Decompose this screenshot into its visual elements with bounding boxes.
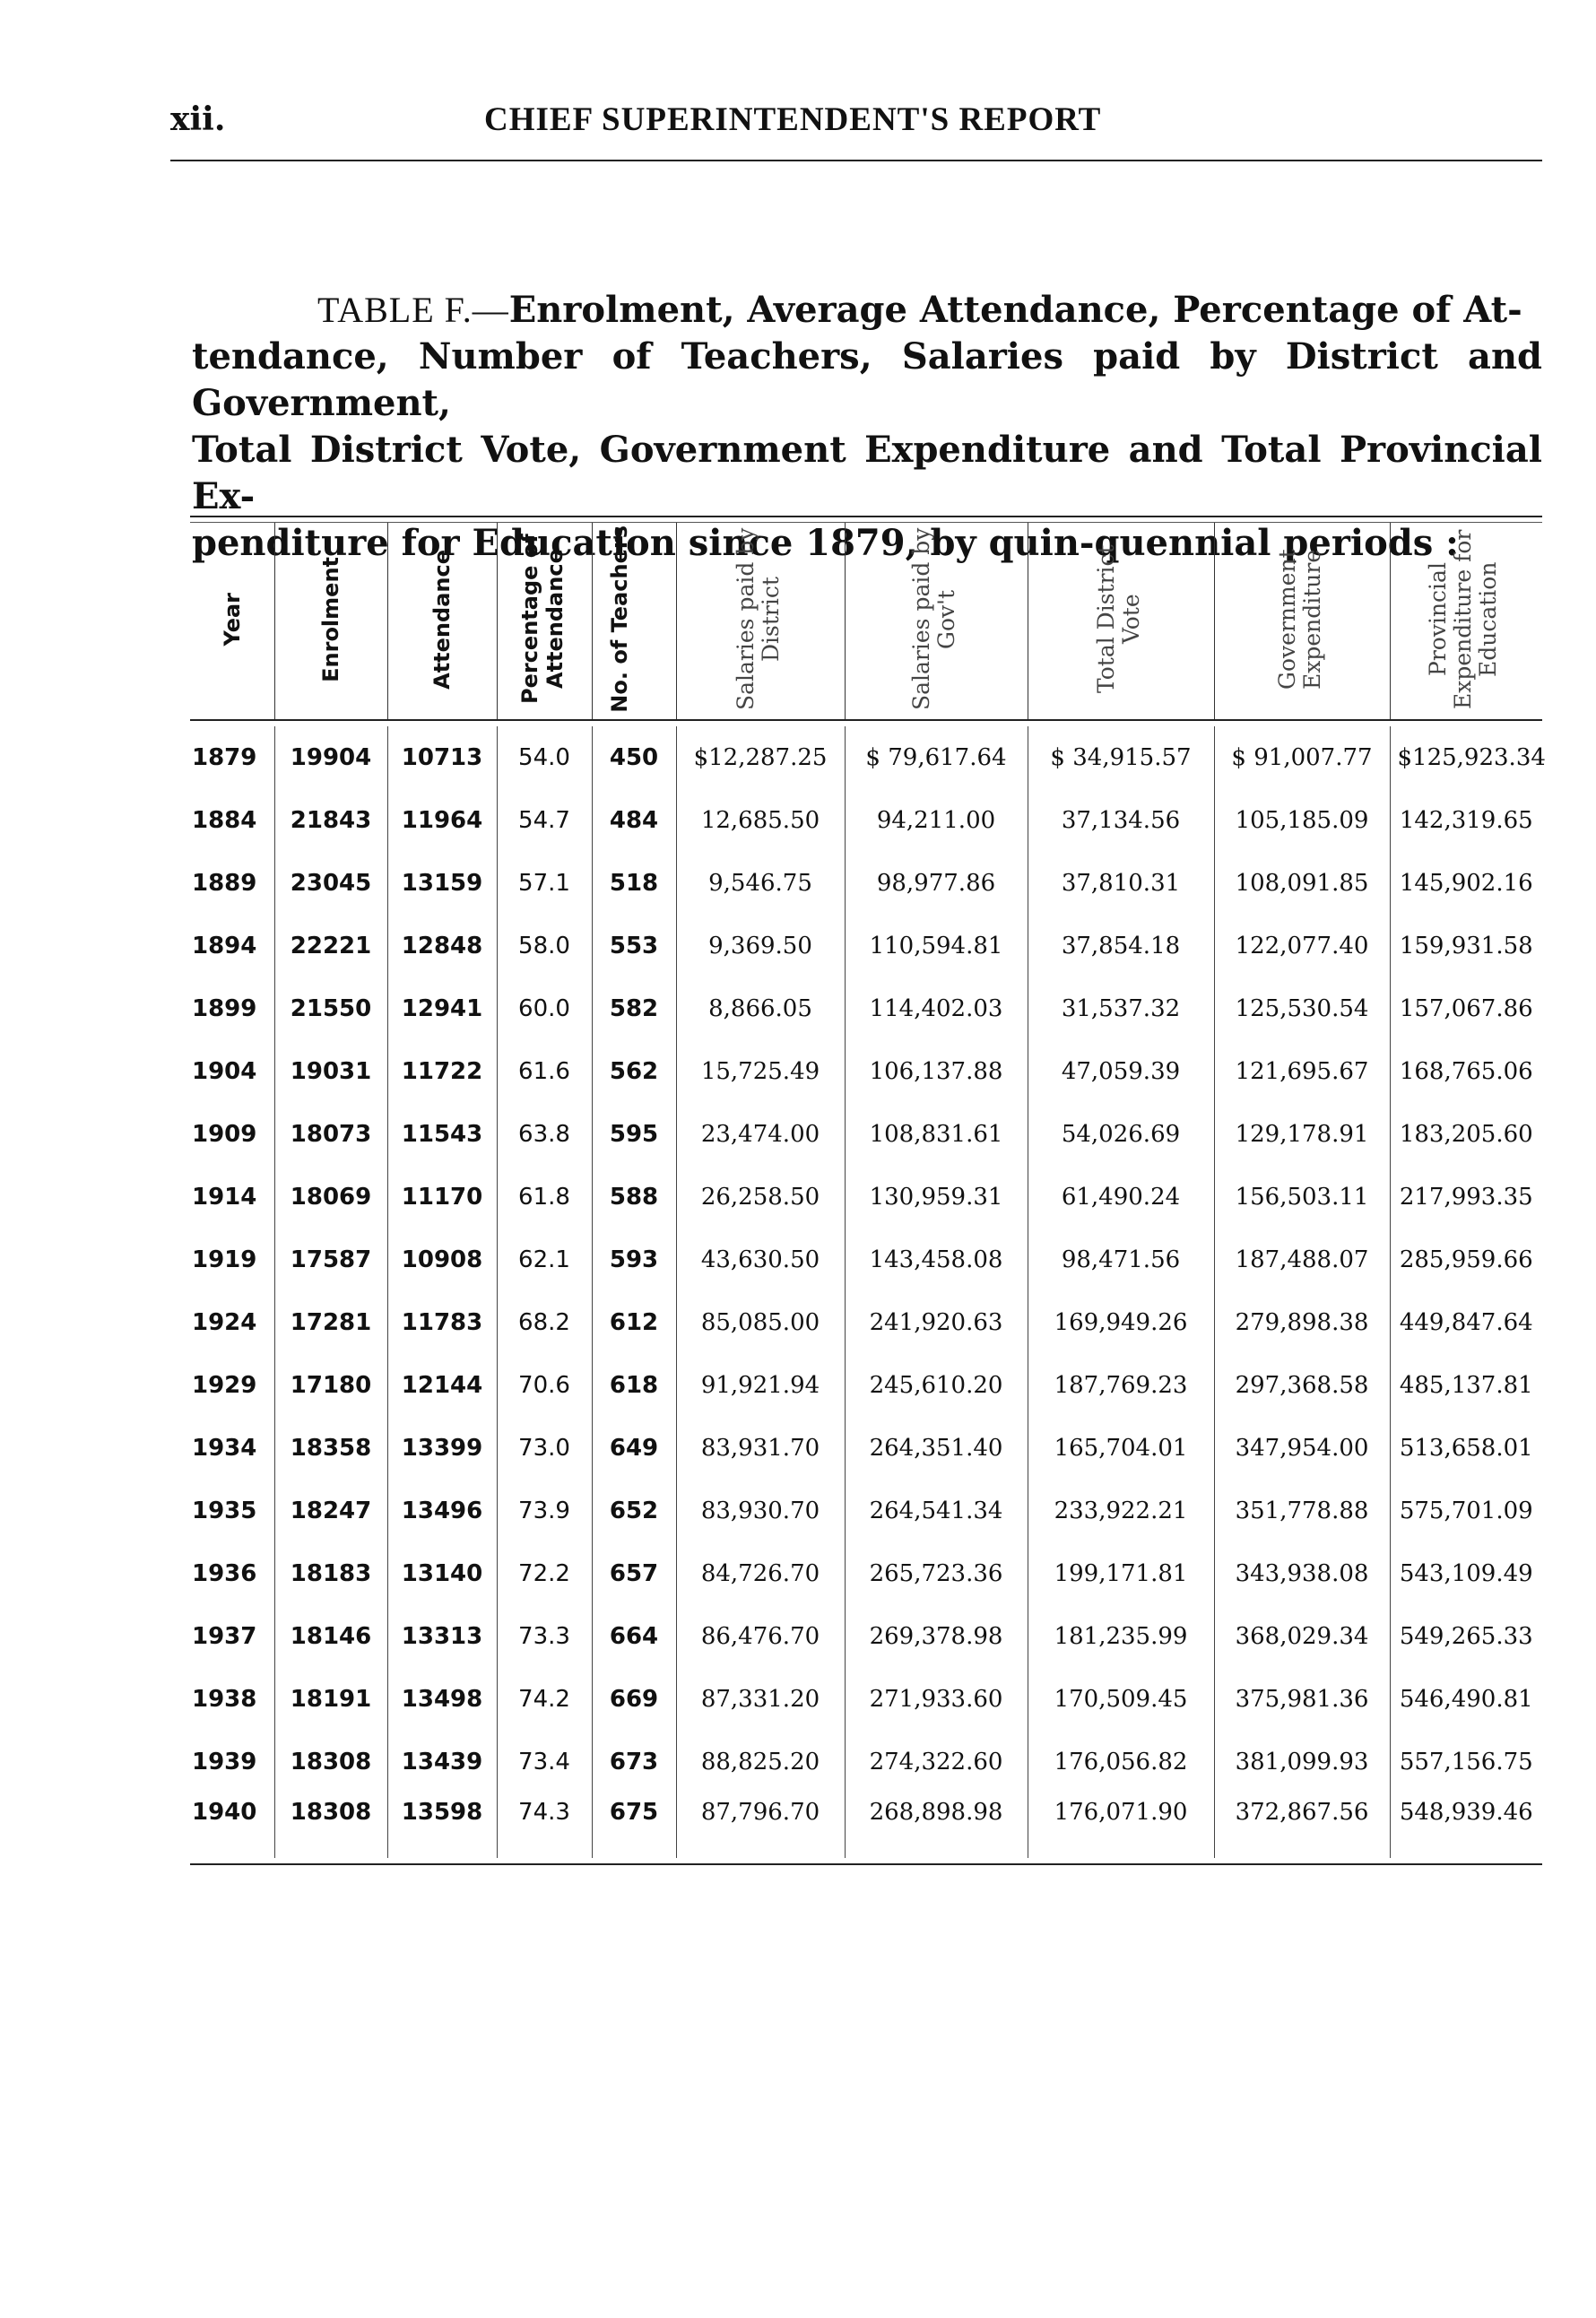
cell-percentage: 57.1 — [497, 852, 592, 915]
cell-percentage: 74.2 — [497, 1668, 592, 1731]
cell-teachers: 450 — [592, 726, 676, 789]
cell-govt-expenditure: 122,077.40 — [1214, 915, 1390, 977]
cell-salaries-govt: $ 79,617.64 — [845, 726, 1028, 789]
cell-govt-expenditure: 125,530.54 — [1214, 977, 1390, 1040]
cell-district-vote: 187,769.23 — [1028, 1354, 1214, 1417]
cell-provincial-expenditure: 548,939.46 — [1390, 1793, 1542, 1858]
col-header-salaries-govt: Salaries paid by Gov't — [845, 523, 1028, 720]
cell-teachers: 484 — [592, 789, 676, 852]
header-row — [190, 523, 1542, 720]
col-header-salaries-district: Salaries paid by District — [676, 523, 845, 720]
cell-percentage: 54.0 — [497, 726, 592, 789]
table-row — [190, 789, 1542, 852]
cell-provincial-expenditure: 449,847.64 — [1390, 1291, 1542, 1354]
cell-provincial-expenditure: 217,993.35 — [1390, 1166, 1542, 1228]
cell-percentage: 60.0 — [497, 977, 592, 1040]
cell-year: 1879 — [192, 744, 257, 771]
table-row — [190, 1103, 1542, 1166]
caption-line-4: penditure for Education since 1879, by quin-quennial periods : — [192, 522, 1459, 564]
cell-govt-expenditure: 347,954.00 — [1214, 1417, 1390, 1480]
cell-govt-expenditure: 279,898.38 — [1214, 1291, 1390, 1354]
cell-salaries-district: 43,630.50 — [676, 1228, 845, 1291]
table-row — [190, 1480, 1542, 1542]
cell-district-vote: $ 34,915.57 — [1028, 726, 1214, 789]
cell-year: 1899 — [192, 995, 257, 1022]
cell-district-vote: 181,235.99 — [1028, 1605, 1214, 1668]
col-header-attendance: Attendance — [387, 523, 497, 720]
table-f — [190, 516, 1546, 1865]
cell-year: 1935 — [192, 1498, 257, 1524]
col-header-enrolment: Enrolment — [274, 523, 387, 720]
cell-salaries-govt: 241,920.63 — [845, 1291, 1028, 1354]
cell-provincial-expenditure: 543,109.49 — [1390, 1542, 1542, 1605]
table-row — [190, 1166, 1542, 1228]
cell-teachers: 593 — [592, 1228, 676, 1291]
cell-teachers: 582 — [592, 977, 676, 1040]
cell-teachers: 518 — [592, 852, 676, 915]
cell-provincial-expenditure: 168,765.06 — [1390, 1040, 1542, 1103]
cell-provincial-expenditure: 157,067.86 — [1390, 977, 1542, 1040]
cell-percentage: 73.3 — [497, 1605, 592, 1668]
caption-label: TABLE F.— — [317, 290, 509, 330]
cell-district-vote: 165,704.01 — [1028, 1417, 1214, 1480]
caption-line-3: Total District Vote, Government Expenditure and Total Provincial Ex- — [192, 429, 1542, 517]
cell-provincial-expenditure: 285,959.66 — [1390, 1228, 1542, 1291]
table-row — [190, 1354, 1542, 1417]
cell-salaries-district: 9,369.50 — [676, 915, 845, 977]
table-row — [190, 1228, 1542, 1291]
cell-percentage: 54.7 — [497, 789, 592, 852]
cell-enrolment: 18247 — [274, 1480, 387, 1542]
cell-provincial-expenditure: 557,156.75 — [1390, 1731, 1542, 1793]
cell-salaries-govt: 264,351.40 — [845, 1417, 1028, 1480]
cell-attendance: 11722 — [387, 1040, 497, 1103]
cell-enrolment: 21550 — [274, 977, 387, 1040]
cell-year: 1938 — [192, 1686, 257, 1713]
cell-teachers: 595 — [592, 1103, 676, 1166]
cell-govt-expenditure: 372,867.56 — [1214, 1793, 1390, 1858]
cell-salaries-govt: 245,610.20 — [845, 1354, 1028, 1417]
cell-teachers: 669 — [592, 1668, 676, 1731]
cell-teachers: 649 — [592, 1417, 676, 1480]
cell-percentage: 61.6 — [497, 1040, 592, 1103]
cell-year: 1904 — [192, 1058, 257, 1085]
cell-year: 1940 — [192, 1799, 257, 1826]
cell-enrolment: 18183 — [274, 1542, 387, 1605]
cell-enrolment: 19031 — [274, 1040, 387, 1103]
cell-provincial-expenditure: 546,490.81 — [1390, 1668, 1542, 1731]
col-header-district-vote: Total District Vote — [1028, 523, 1214, 720]
cell-percentage: 68.2 — [497, 1291, 592, 1354]
col-header-provincial-expenditure: Provincial Expenditure for Education — [1390, 523, 1542, 720]
cell-attendance: 11543 — [387, 1103, 497, 1166]
cell-enrolment: 18308 — [274, 1793, 387, 1858]
table-row — [190, 915, 1542, 977]
cell-attendance: 13159 — [387, 852, 497, 915]
table-row — [190, 852, 1542, 915]
cell-enrolment: 22221 — [274, 915, 387, 977]
cell-district-vote: 176,056.82 — [1028, 1731, 1214, 1793]
col-header-year: Year — [219, 592, 245, 647]
cell-teachers: 618 — [592, 1354, 676, 1417]
cell-provincial-expenditure: $125,923.34 — [1390, 726, 1542, 789]
table-body — [190, 726, 1546, 1858]
cell-attendance: 12848 — [387, 915, 497, 977]
cell-year: 1939 — [192, 1749, 257, 1775]
cell-teachers: 612 — [592, 1291, 676, 1354]
cell-district-vote: 54,026.69 — [1028, 1103, 1214, 1166]
cell-govt-expenditure: 351,778.88 — [1214, 1480, 1390, 1542]
cell-salaries-district: 86,476.70 — [676, 1605, 845, 1668]
page-number: xii. — [170, 100, 226, 138]
page-header — [170, 100, 1542, 154]
cell-salaries-district: 12,685.50 — [676, 789, 845, 852]
caption-text-1: Enrolment, Average Attendance, Percentage of At- — [508, 289, 1522, 331]
table-row — [190, 1417, 1542, 1480]
cell-govt-expenditure: 381,099.93 — [1214, 1731, 1390, 1793]
cell-attendance: 13399 — [387, 1417, 497, 1480]
cell-salaries-govt: 94,211.00 — [845, 789, 1028, 852]
table-row — [190, 1291, 1542, 1354]
cell-enrolment: 18191 — [274, 1668, 387, 1731]
cell-teachers: 562 — [592, 1040, 676, 1103]
cell-salaries-govt: 264,541.34 — [845, 1480, 1028, 1542]
cell-percentage: 74.3 — [497, 1793, 592, 1858]
table-bottom-rule — [190, 1863, 1542, 1865]
cell-percentage: 70.6 — [497, 1354, 592, 1417]
cell-salaries-govt: 268,898.98 — [845, 1793, 1028, 1858]
cell-percentage: 73.0 — [497, 1417, 592, 1480]
cell-district-vote: 31,537.32 — [1028, 977, 1214, 1040]
cell-attendance: 12941 — [387, 977, 497, 1040]
data-table — [190, 523, 1546, 1858]
cell-salaries-district: 84,726.70 — [676, 1542, 845, 1605]
cell-year: 1924 — [192, 1309, 257, 1336]
cell-salaries-govt: 143,458.08 — [845, 1228, 1028, 1291]
cell-govt-expenditure: 129,178.91 — [1214, 1103, 1390, 1166]
cell-district-vote: 37,854.18 — [1028, 915, 1214, 977]
cell-district-vote: 37,810.31 — [1028, 852, 1214, 915]
caption-line-2: tendance, Number of Teachers, Salaries paid by District and Government, — [192, 335, 1542, 424]
header-rule — [170, 160, 1542, 161]
cell-district-vote: 199,171.81 — [1028, 1542, 1214, 1605]
cell-salaries-district: 15,725.49 — [676, 1040, 845, 1103]
cell-year: 1937 — [192, 1623, 257, 1650]
cell-enrolment: 18073 — [274, 1103, 387, 1166]
cell-salaries-govt: 130,959.31 — [845, 1166, 1028, 1228]
cell-district-vote: 169,949.26 — [1028, 1291, 1214, 1354]
cell-salaries-district: $12,287.25 — [676, 726, 845, 789]
cell-salaries-govt: 114,402.03 — [845, 977, 1028, 1040]
cell-percentage: 72.2 — [497, 1542, 592, 1605]
cell-govt-expenditure: 105,185.09 — [1214, 789, 1390, 852]
cell-salaries-district: 8,866.05 — [676, 977, 845, 1040]
table-row — [190, 1793, 1542, 1858]
running-title: CHIEF SUPERINTENDENT'S REPORT — [484, 101, 1102, 138]
header-separator — [190, 720, 1542, 726]
cell-salaries-district: 23,474.00 — [676, 1103, 845, 1166]
cell-enrolment: 18069 — [274, 1166, 387, 1228]
cell-attendance: 11964 — [387, 789, 497, 852]
cell-teachers: 657 — [592, 1542, 676, 1605]
cell-attendance: 13498 — [387, 1668, 497, 1731]
cell-salaries-district: 83,931.70 — [676, 1417, 845, 1480]
cell-salaries-district: 85,085.00 — [676, 1291, 845, 1354]
cell-percentage: 73.9 — [497, 1480, 592, 1542]
cell-teachers: 553 — [592, 915, 676, 977]
cell-salaries-govt: 98,977.86 — [845, 852, 1028, 915]
cell-percentage: 73.4 — [497, 1731, 592, 1793]
cell-attendance: 10908 — [387, 1228, 497, 1291]
cell-enrolment: 18308 — [274, 1731, 387, 1793]
cell-govt-expenditure: 368,029.34 — [1214, 1605, 1390, 1668]
cell-teachers: 675 — [592, 1793, 676, 1858]
cell-district-vote: 233,922.21 — [1028, 1480, 1214, 1542]
cell-attendance: 13439 — [387, 1731, 497, 1793]
cell-provincial-expenditure: 513,658.01 — [1390, 1417, 1542, 1480]
col-header-percentage: Percentage of Attendance — [497, 523, 592, 720]
cell-teachers: 664 — [592, 1605, 676, 1668]
cell-govt-expenditure: $ 91,007.77 — [1214, 726, 1390, 789]
cell-salaries-govt: 269,378.98 — [845, 1605, 1028, 1668]
table-row — [190, 1040, 1542, 1103]
caption-line-1 — [192, 287, 1542, 334]
cell-salaries-district: 87,331.20 — [676, 1668, 845, 1731]
cell-percentage: 61.8 — [497, 1166, 592, 1228]
cell-year: 1884 — [192, 807, 257, 834]
cell-salaries-district: 88,825.20 — [676, 1731, 845, 1793]
cell-enrolment: 17587 — [274, 1228, 387, 1291]
cell-teachers: 673 — [592, 1731, 676, 1793]
cell-provincial-expenditure: 549,265.33 — [1390, 1605, 1542, 1668]
cell-enrolment: 21843 — [274, 789, 387, 852]
cell-enrolment: 18358 — [274, 1417, 387, 1480]
cell-salaries-govt: 274,322.60 — [845, 1731, 1028, 1793]
cell-year: 1914 — [192, 1184, 257, 1211]
cell-govt-expenditure: 121,695.67 — [1214, 1040, 1390, 1103]
cell-teachers: 588 — [592, 1166, 676, 1228]
cell-attendance: 11783 — [387, 1291, 497, 1354]
cell-attendance: 10713 — [387, 726, 497, 789]
cell-district-vote: 170,509.45 — [1028, 1668, 1214, 1731]
cell-enrolment: 19904 — [274, 726, 387, 789]
cell-govt-expenditure: 187,488.07 — [1214, 1228, 1390, 1291]
table-row — [190, 1542, 1542, 1605]
cell-year: 1936 — [192, 1560, 257, 1587]
cell-salaries-govt: 271,933.60 — [845, 1668, 1028, 1731]
cell-provincial-expenditure: 485,137.81 — [1390, 1354, 1542, 1417]
cell-salaries-govt: 265,723.36 — [845, 1542, 1028, 1605]
col-header-govt-expenditure: Government Expenditure — [1214, 523, 1390, 720]
col-header-teachers: No. of Teachers — [592, 523, 676, 720]
cell-year: 1934 — [192, 1435, 257, 1462]
table-top-rule — [190, 516, 1542, 517]
cell-provincial-expenditure: 145,902.16 — [1390, 852, 1542, 915]
cell-provincial-expenditure: 183,205.60 — [1390, 1103, 1542, 1166]
cell-district-vote: 37,134.56 — [1028, 789, 1214, 852]
cell-govt-expenditure: 375,981.36 — [1214, 1668, 1390, 1731]
cell-enrolment: 17281 — [274, 1291, 387, 1354]
cell-year: 1919 — [192, 1246, 257, 1273]
cell-attendance: 13313 — [387, 1605, 497, 1668]
cell-attendance: 13496 — [387, 1480, 497, 1542]
cell-salaries-district: 91,921.94 — [676, 1354, 845, 1417]
cell-salaries-district: 87,796.70 — [676, 1793, 845, 1858]
cell-provincial-expenditure: 142,319.65 — [1390, 789, 1542, 852]
cell-govt-expenditure: 297,368.58 — [1214, 1354, 1390, 1417]
cell-enrolment: 17180 — [274, 1354, 387, 1417]
cell-percentage: 63.8 — [497, 1103, 592, 1166]
table-row — [190, 1668, 1542, 1731]
cell-salaries-district: 83,930.70 — [676, 1480, 845, 1542]
cell-year: 1929 — [192, 1372, 257, 1399]
cell-district-vote: 98,471.56 — [1028, 1228, 1214, 1291]
cell-provincial-expenditure: 159,931.58 — [1390, 915, 1542, 977]
cell-salaries-district: 9,546.75 — [676, 852, 845, 915]
cell-govt-expenditure: 108,091.85 — [1214, 852, 1390, 915]
cell-salaries-govt: 110,594.81 — [845, 915, 1028, 977]
cell-attendance: 12144 — [387, 1354, 497, 1417]
cell-provincial-expenditure: 575,701.09 — [1390, 1480, 1542, 1542]
cell-district-vote: 176,071.90 — [1028, 1793, 1214, 1858]
table-row — [190, 977, 1542, 1040]
cell-percentage: 62.1 — [497, 1228, 592, 1291]
table-row — [190, 1605, 1542, 1668]
cell-year: 1909 — [192, 1121, 257, 1148]
cell-attendance: 13598 — [387, 1793, 497, 1858]
cell-salaries-govt: 106,137.88 — [845, 1040, 1028, 1103]
cell-salaries-govt: 108,831.61 — [845, 1103, 1028, 1166]
cell-year: 1894 — [192, 933, 257, 959]
cell-govt-expenditure: 156,503.11 — [1214, 1166, 1390, 1228]
cell-salaries-district: 26,258.50 — [676, 1166, 845, 1228]
cell-district-vote: 47,059.39 — [1028, 1040, 1214, 1103]
cell-district-vote: 61,490.24 — [1028, 1166, 1214, 1228]
cell-enrolment: 23045 — [274, 852, 387, 915]
cell-year: 1889 — [192, 870, 257, 897]
cell-govt-expenditure: 343,938.08 — [1214, 1542, 1390, 1605]
table-row — [190, 1731, 1542, 1793]
cell-percentage: 58.0 — [497, 915, 592, 977]
cell-attendance: 13140 — [387, 1542, 497, 1605]
table-row — [190, 726, 1542, 789]
cell-teachers: 652 — [592, 1480, 676, 1542]
cell-enrolment: 18146 — [274, 1605, 387, 1668]
cell-attendance: 11170 — [387, 1166, 497, 1228]
